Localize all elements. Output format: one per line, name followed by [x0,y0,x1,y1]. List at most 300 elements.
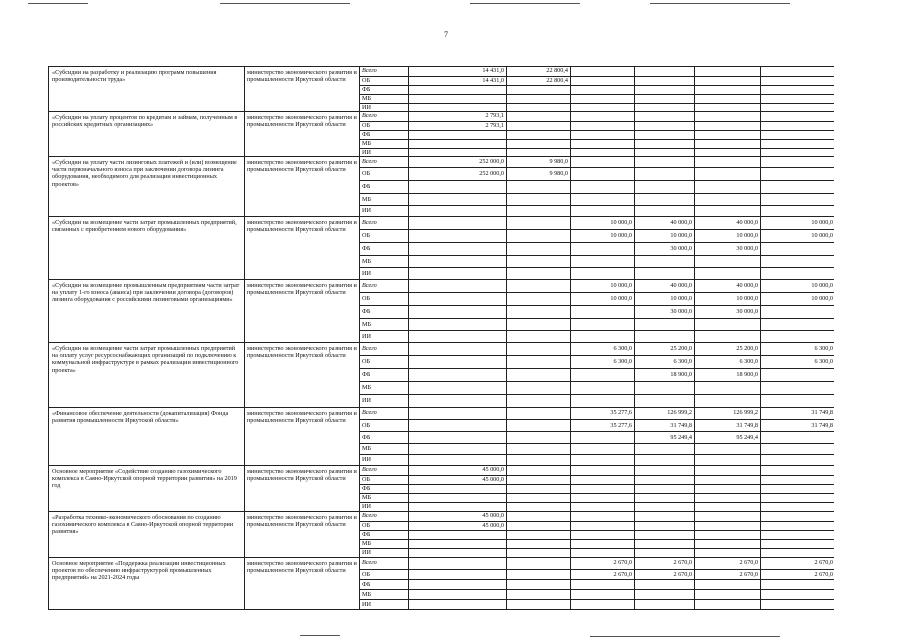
source-label: ОБ [362,522,371,529]
amount-cell: 6 300,0 [760,343,835,355]
amount-cell [408,531,506,539]
amount-cell [506,319,570,330]
amount-cell [408,181,506,193]
amount-cell [570,531,634,539]
scan-artifact [470,3,580,4]
amount-cell [694,181,760,193]
amount-cell [760,382,835,394]
amount-cell: 45 000,0 [408,466,506,475]
amount-cell [506,306,570,318]
amount-cell: 2 670,0 [634,558,694,569]
amount-cell: 10 000,0 [570,230,634,242]
amount-cell [506,600,570,609]
source-label: ИИ [362,601,371,608]
funding-row [360,103,834,111]
funding-row [360,280,834,292]
source-label: ОБ [362,77,371,84]
amount-cell [760,476,835,484]
funding-rows [359,112,834,156]
funding-row [360,368,834,381]
source-label: ИИ [362,456,371,463]
amount-cell: 30 000,0 [694,306,760,318]
amount-cell [760,67,835,76]
source-label: Всего [362,112,377,119]
funding-row [360,530,834,539]
source-label: ФБ [362,485,371,492]
amount-cell [408,558,506,569]
amount-cell [570,157,634,167]
amount-cell [408,455,506,465]
amount-cell [570,206,634,216]
measure-name: «Субсидии на возмещение промышленным предприятиям части затрат на уплату 1-го взноса (аванса) при заключении договора (договоров) лизинга оборудования с российскими лизинговыми организациями» [48,280,244,342]
funding-row [360,94,834,103]
responsible-org: министерство экономического развития и промышленности Иркутской области [244,280,359,342]
amount-cell: 6 300,0 [570,343,634,355]
amount-cell [408,369,506,381]
source-label: ОБ [362,571,371,578]
amount-cell [570,494,634,502]
amount-cell [570,122,634,130]
program-block [48,511,834,557]
source-label: ИИ [362,104,371,111]
amount-cell [760,580,835,589]
amount-cell [408,319,506,330]
responsible-org: министерство экономического развития и промышленности Иркутской области [244,558,359,609]
amount-cell: 18 900,0 [634,369,694,381]
amount-cell [634,140,694,148]
source-label: ОБ [362,422,371,429]
amount-cell [694,476,760,484]
amount-cell: 45 000,0 [408,512,506,521]
funding-row [360,205,834,216]
funding-row [360,493,834,502]
amount-cell [694,206,760,216]
amount-cell [694,104,760,111]
amount-cell [506,206,570,216]
funding-row [360,85,834,94]
amount-cell: 9 980,0 [506,168,570,180]
amount-cell [408,331,506,342]
amount-cell [694,485,760,493]
amount-cell [760,522,835,530]
program-block [48,342,834,407]
amount-cell: 2 793,1 [408,122,506,130]
budget-table [48,66,834,610]
source-label: ФБ [362,131,371,138]
amount-cell [408,206,506,216]
amount-cell [634,168,694,180]
funding-row [360,381,834,394]
amount-cell: 40 000,0 [634,217,694,229]
program-block [48,465,834,511]
source-label: ОБ [362,232,371,239]
amount-cell [506,356,570,368]
measure-name: Основное мероприятие «Поддержка реализации инвестиционных проектов по обеспечению инфраструктурой промышленных предприятий» на 2021-2024 годы [48,558,244,609]
amount-cell: 2 670,0 [694,558,760,569]
amount-cell: 18 900,0 [694,369,760,381]
amount-cell [570,512,634,521]
source-label: МБ [362,494,372,501]
amount-cell [760,331,835,342]
amount-cell [634,512,694,521]
amount-cell [570,140,634,148]
funding-row [360,394,834,407]
amount-cell [570,77,634,85]
amount-cell [570,432,634,443]
amount-cell: 2 670,0 [694,570,760,579]
amount-cell [634,476,694,484]
amount-cell [408,420,506,431]
funding-row [360,466,834,475]
amount-cell: 40 000,0 [634,280,694,292]
funding-row [360,180,834,193]
funding-row [360,579,834,589]
amount-cell [506,140,570,148]
amount-cell [634,503,694,511]
amount-cell: 31 749,8 [634,420,694,431]
amount-cell: 14 431,0 [408,67,506,76]
amount-cell: 6 300,0 [570,356,634,368]
amount-cell: 10 000,0 [570,280,634,292]
amount-cell [634,444,694,454]
amount-cell [506,444,570,454]
amount-cell [570,476,634,484]
source-label: МБ [362,196,372,203]
source-label: ИИ [362,149,371,156]
amount-cell [570,540,634,548]
source-label: ФБ [362,308,371,315]
responsible-org: министерство экономического развития и промышленности Иркутской области [244,512,359,557]
program-block [48,407,834,465]
amount-cell [760,503,835,511]
amount-cell [634,131,694,139]
scan-artifact [220,3,350,4]
amount-cell [634,77,694,85]
source-label: Всего [362,512,377,519]
amount-cell [408,194,506,205]
measure-name: «Субсидии на уплату части лизинговых платежей и (или) возмещение части первоначального взноса при заключении договора лизинга оборудования, необходимого для реализации инвестиционных проектов» [48,157,244,216]
amount-cell [634,206,694,216]
source-label: МБ [362,384,372,391]
amount-cell [694,86,760,94]
amount-cell [506,343,570,355]
amount-cell: 126 999,2 [694,408,760,419]
amount-cell [634,181,694,193]
amount-cell: 10 000,0 [760,280,835,292]
source-label: ИИ [362,397,371,404]
amount-cell: 45 000,0 [408,476,506,484]
funding-row [360,558,834,569]
amount-cell [694,157,760,167]
amount-cell [570,104,634,111]
amount-cell: 2 670,0 [760,570,835,579]
amount-cell: 31 749,8 [694,420,760,431]
amount-cell [506,420,570,431]
responsible-org: министерство экономического развития и промышленности Иркутской области [244,112,359,156]
amount-cell [694,540,760,548]
amount-cell: 30 000,0 [634,243,694,255]
amount-cell [634,494,694,502]
funding-row [360,255,834,267]
amount-cell [634,256,694,267]
amount-cell [506,369,570,381]
funding-row [360,599,834,609]
source-label: ФБ [362,245,371,252]
funding-row [360,305,834,318]
amount-cell [408,217,506,229]
source-label: ОБ [362,170,371,177]
funding-row [360,112,834,121]
amount-cell [694,194,760,205]
amount-cell [506,590,570,599]
amount-cell [570,168,634,180]
measure-name: Основное мероприятие «Содействие созданию газохимического комплекса в Саяно-Иркутской опорной территории развития» на 2019 год [48,466,244,511]
amount-cell [570,485,634,493]
amount-cell [634,485,694,493]
amount-cell [570,86,634,94]
amount-cell: 10 000,0 [760,217,835,229]
amount-cell [694,112,760,121]
funding-row [360,512,834,521]
amount-cell [408,131,506,139]
funding-row [360,217,834,229]
source-label: ФБ [362,581,371,588]
program-block [48,557,834,610]
amount-cell [408,293,506,305]
amount-cell [570,243,634,255]
amount-cell [634,86,694,94]
amount-cell [408,444,506,454]
responsible-org: министерство экономического развития и промышленности Иркутской области [244,67,359,111]
amount-cell [570,149,634,156]
amount-cell [634,540,694,548]
amount-cell [634,600,694,609]
amount-cell [506,466,570,475]
funding-row [360,67,834,76]
amount-cell: 6 300,0 [760,356,835,368]
amount-cell [760,131,835,139]
amount-cell [634,395,694,407]
amount-cell [570,466,634,475]
funding-row [360,157,834,167]
amount-cell [760,549,835,557]
amount-cell [694,503,760,511]
amount-cell [506,580,570,589]
funding-row [360,569,834,579]
amount-cell: 30 000,0 [694,243,760,255]
amount-cell: 2 670,0 [570,558,634,569]
responsible-org: министерство экономического развития и промышленности Иркутской области [244,217,359,279]
amount-cell [408,503,506,511]
amount-cell [694,319,760,330]
amount-cell [760,122,835,130]
program-block [48,216,834,279]
amount-cell [570,503,634,511]
source-label: Всего [362,282,377,289]
amount-cell [570,95,634,103]
measure-name: «Субсидии на разработку и реализацию программ повышения производительности труда» [48,67,244,111]
amount-cell [694,140,760,148]
amount-cell [570,369,634,381]
source-label: ИИ [362,207,371,214]
source-label: ФБ [362,371,371,378]
amount-cell [506,408,570,419]
funding-rows [359,67,834,111]
amount-cell [760,512,835,521]
amount-cell: 6 300,0 [694,356,760,368]
amount-cell [506,104,570,111]
amount-cell [694,77,760,85]
amount-cell [506,558,570,569]
amount-cell: 2 670,0 [570,570,634,579]
funding-row [360,318,834,330]
amount-cell [506,181,570,193]
funding-row [360,355,834,368]
measure-name: «Финансовое обеспечение деятельности (докапитализация) Фонда развития промышленности Иркутской области» [48,408,244,465]
amount-cell [760,531,835,539]
source-label: МБ [362,321,372,328]
program-block [48,111,834,156]
amount-cell [760,319,835,330]
amount-cell [506,331,570,342]
amount-cell [694,600,760,609]
amount-cell [570,549,634,557]
amount-cell: 2 670,0 [760,558,835,569]
measure-name: «Субсидии на возмещение части затрат промышленных предприятий, связанных с приобретением нового оборудования» [48,217,244,279]
source-label: Всего [362,67,377,74]
amount-cell [760,485,835,493]
source-label: ФБ [362,183,371,190]
amount-cell [634,549,694,557]
amount-cell: 10 000,0 [760,293,835,305]
amount-cell: 10 000,0 [634,230,694,242]
amount-cell: 10 000,0 [694,230,760,242]
amount-cell: 31 749,8 [760,408,835,419]
amount-cell: 10 000,0 [694,293,760,305]
amount-cell [506,112,570,121]
amount-cell [634,112,694,121]
amount-cell [408,494,506,502]
program-block [48,66,834,111]
amount-cell [506,95,570,103]
amount-cell [694,331,760,342]
amount-cell [570,590,634,599]
amount-cell [408,268,506,279]
amount-cell [506,522,570,530]
amount-cell [760,243,835,255]
page-number: 7 [444,30,448,39]
measure-name: «Субсидии на уплату процентов по кредитам и займам, полученным в российских кредитных организациях» [48,112,244,156]
amount-cell: 95 249,4 [694,432,760,443]
amount-cell [408,549,506,557]
source-label: МБ [362,445,372,452]
amount-cell [634,590,694,599]
funding-row [360,76,834,85]
funding-rows [359,558,834,609]
amount-cell: 35 277,6 [570,408,634,419]
amount-cell [570,600,634,609]
amount-cell [570,522,634,530]
amount-cell [506,122,570,130]
funding-row [360,130,834,139]
amount-cell [694,268,760,279]
amount-cell [760,540,835,548]
amount-cell: 252 000,0 [408,168,506,180]
amount-cell [408,243,506,255]
source-label: ОБ [362,358,371,365]
amount-cell [506,131,570,139]
amount-cell: 40 000,0 [694,280,760,292]
amount-cell [570,331,634,342]
amount-cell [634,531,694,539]
amount-cell [760,95,835,103]
scan-artifact [590,636,780,637]
funding-row [360,548,834,557]
funding-row [360,443,834,454]
amount-cell [634,67,694,76]
amount-cell: 25 200,0 [694,343,760,355]
amount-cell [408,382,506,394]
source-label: ИИ [362,333,371,340]
amount-cell [506,549,570,557]
amount-cell: 252 000,0 [408,157,506,167]
amount-cell [408,600,506,609]
funding-row [360,121,834,130]
amount-cell: 14 431,0 [408,77,506,85]
amount-cell [694,590,760,599]
amount-cell [634,466,694,475]
source-label: МБ [362,140,372,147]
amount-cell [634,319,694,330]
amount-cell [570,67,634,76]
funding-row [360,330,834,342]
amount-cell [760,181,835,193]
amount-cell [506,455,570,465]
funding-row [360,454,834,465]
amount-cell [634,382,694,394]
amount-cell [408,356,506,368]
amount-cell [694,122,760,130]
funding-row [360,343,834,355]
funding-row [360,589,834,599]
funding-row [360,167,834,180]
amount-cell [634,104,694,111]
funding-row [360,193,834,205]
amount-cell [506,432,570,443]
source-label: ФБ [362,434,371,441]
amount-cell [408,408,506,419]
source-label: Всего [362,345,377,352]
program-block [48,279,834,342]
amount-cell: 95 249,4 [634,432,694,443]
amount-cell [506,503,570,511]
amount-cell [694,512,760,521]
amount-cell [408,432,506,443]
funding-row [360,431,834,443]
amount-cell [506,395,570,407]
funding-row [360,419,834,431]
funding-row [360,267,834,279]
amount-cell [408,140,506,148]
amount-cell [760,157,835,167]
amount-cell [760,86,835,94]
amount-cell [634,194,694,205]
amount-cell [634,95,694,103]
amount-cell: 126 999,2 [634,408,694,419]
amount-cell [694,95,760,103]
amount-cell [760,112,835,121]
amount-cell [408,256,506,267]
